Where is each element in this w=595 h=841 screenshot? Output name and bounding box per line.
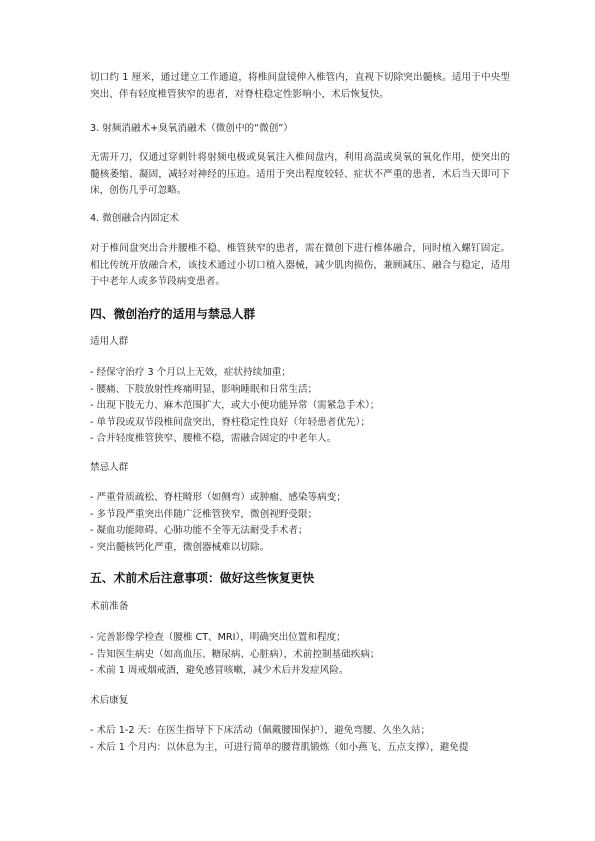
contra-label-block — [90, 461, 510, 475]
list-item: - 出现下肢无力、麻木范围扩大，或大小便功能异常（需紧急手术）； — [90, 400, 380, 411]
intro-section — [90, 70, 510, 103]
preop-label: 术前准备 — [90, 601, 129, 612]
contraindicated-label: 禁忌人群 — [90, 462, 129, 473]
method3-body: 无需开刀，仅通过穿刺针将射频电极或臭氧注入椎间盘内，利用高温或臭氧的氧化作用，使突出的髓核萎缩、凝固，减轻对神经的压迫。适用于突出程度较轻、症状不严重的患者，术后当天即可下床，创伤几乎可忽略。 — [90, 152, 510, 196]
list-item: - 术后 1-2 天：在医生指导下下床活动（佩戴腰围保护），避免弯腰、久坐久站； — [90, 725, 431, 736]
postop-label: 术后康复 — [90, 695, 129, 706]
postop-list-block — [90, 723, 510, 756]
postop-label-block — [90, 694, 510, 708]
section4-title-block — [90, 306, 510, 322]
contraindicated-list — [90, 490, 510, 556]
intro-paragraph: 切口约 1 厘米，通过建立工作通道，将椎间盘镜伸入椎管内，直视下切除突出髓核。适用于中央型突出、伴有轻度椎管狭窄的患者，对脊柱稳定性影响小，术后恢复快。 — [90, 72, 510, 100]
list-item: - 多节段严重突出伴随广泛椎管狭窄，微创视野受限； — [90, 508, 318, 520]
list-item: - 合并轻度椎管狭窄、腰椎不稳，需融合固定的中老年人。 — [90, 433, 337, 444]
method4-body-block — [90, 241, 510, 291]
contra-list-block — [90, 490, 510, 556]
section5-title: 五、术前术后注意事项：做好这些恢复更快 — [90, 571, 315, 585]
preop-list — [90, 630, 510, 680]
list-item: - 术后 1 个月内：以休息为主，可进行简单的腰背肌锻炼（如小燕飞、五点支撑），避免提 — [90, 741, 469, 753]
list-item: - 单节段或双节段椎间盘突出，脊柱稳定性良好（年轻患者优先）； — [90, 416, 370, 428]
method4-heading-block — [90, 212, 510, 226]
postop-list — [90, 723, 510, 756]
suitable-list — [90, 365, 510, 448]
section5-title-block — [90, 570, 510, 586]
suitable-label: 适用人群 — [90, 336, 129, 347]
method3-body-block — [90, 150, 510, 200]
list-item: - 腰痛、下肢放射性疼痛明显，影响睡眠和日常生活； — [90, 383, 318, 395]
method4-heading: 4. 微创融合内固定术 — [90, 213, 179, 224]
method3-heading: 3. 射频消融术+臭氧消融术（微创中的“微创”） — [90, 123, 293, 134]
list-item: - 突出髓核钙化严重，微创器械难以切除。 — [90, 541, 270, 553]
section4-title: 四、微创治疗的适用与禁忌人群 — [90, 307, 256, 321]
list-item: - 凝血功能障碍、心肺功能不全等无法耐受手术者； — [90, 525, 308, 536]
preop-label-block — [90, 600, 510, 614]
list-item: - 完善影像学检查（腰椎 CT、MRI），明确突出位置和程度； — [90, 632, 346, 643]
list-item: - 术前 1 周戒烟戒酒，避免感冒咳嗽，减少术后并发症风险。 — [90, 665, 349, 676]
list-item: - 严重骨质疏松、脊柱畸形（如侧弯）或肿瘤、感染等病变； — [90, 492, 346, 503]
method4-body: 对于椎间盘突出合并腰椎不稳、椎管狭窄的患者，需在微创下进行椎体融合，同时植入螺钉固定。相比传统开放融合术，该技术通过小切口植入器械，减少肌肉损伤，兼顾减压、融合与稳定，适用于中老年人或多节段病变患者。 — [90, 243, 510, 287]
list-item: - 经保守治疗 3 个月以上无效，症状持续加重； — [90, 367, 291, 378]
suitable-list-block — [90, 365, 510, 448]
preop-list-block — [90, 630, 510, 680]
suitable-label-block — [90, 335, 510, 349]
list-item: - 告知医生病史（如高血压、糖尿病、心脏病），术前控制基础疾病； — [90, 648, 380, 660]
method3-heading-block — [90, 122, 510, 136]
